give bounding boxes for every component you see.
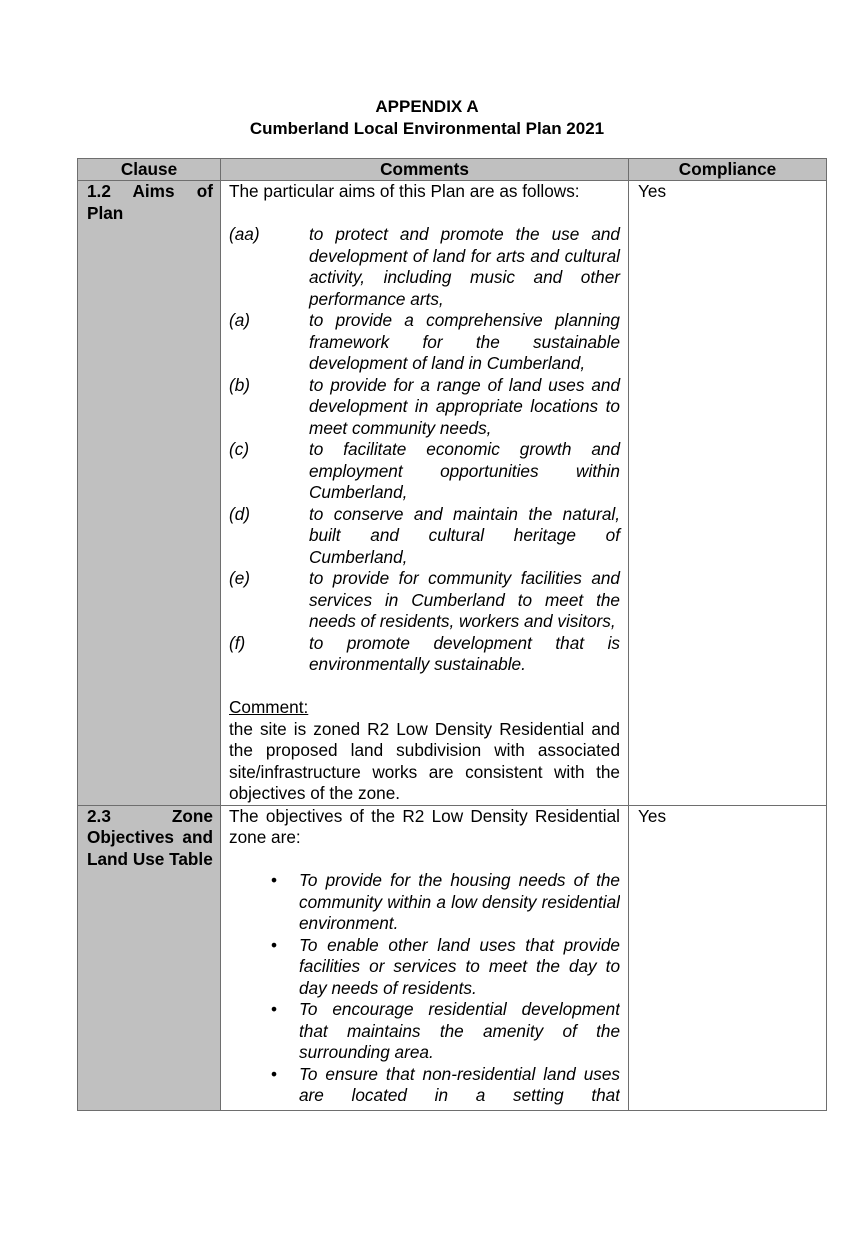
bullet-icon: • (270, 999, 278, 1019)
compliance-cell: Yes (629, 805, 827, 1110)
table-row (78, 181, 827, 806)
list-text: To ensure that non-residential land uses are located in a setting that (299, 1063, 620, 1105)
list-marker: (b) (229, 374, 251, 395)
list-text: to conserve and maintain the natural, built and cultural heritage of Cumberland, (309, 503, 620, 567)
list-text: To encourage residential development that maintains the amenity of the surrounding area. (299, 999, 620, 1062)
compliance-table (77, 158, 827, 1111)
clause-cell: 2.3 Zone Objectives and Land Use Table (78, 805, 221, 1110)
list-text: to provide for a range of land uses and development in appropriate locations to meet community needs, (309, 374, 620, 438)
list-item (229, 439, 620, 504)
table-header-row (78, 159, 827, 181)
header-compliance: Compliance (629, 159, 827, 181)
comments-cell (221, 805, 629, 1110)
list-text: to provide a comprehensive planning framework for the sustainable development of land in Cumberland, (309, 310, 620, 373)
appendix-heading (0, 96, 854, 139)
bullet-icon: • (270, 870, 278, 890)
list-item (229, 633, 620, 676)
list-text: to protect and promote the use and development of land for arts and cultural activity, including music and other performance arts, (309, 224, 620, 309)
header-clause: Clause (78, 159, 221, 181)
clause-cell: 1.2 Aims of Plan (78, 181, 221, 806)
header-comments: Comments (221, 159, 629, 181)
list-item (229, 310, 620, 375)
comment-label: Comment: (229, 697, 309, 717)
list-marker: (e) (229, 568, 251, 588)
list-item (229, 999, 620, 1064)
bullet-icon: • (270, 1063, 278, 1084)
comments-cell (221, 181, 629, 806)
comments-intro: The particular aims of this Plan are as follows: (229, 181, 580, 201)
list-marker: (a) (229, 310, 251, 330)
appendix-title: APPENDIX A (375, 97, 479, 116)
table-row (78, 805, 827, 1110)
aims-list (229, 224, 620, 676)
list-marker: (f) (229, 632, 246, 653)
list-item (229, 568, 620, 633)
list-text: to facilitate economic growth and employment opportunities within Cumberland, (309, 439, 620, 502)
compliance-cell: Yes (629, 181, 827, 806)
list-marker: (d) (229, 503, 251, 524)
list-item (229, 375, 620, 440)
list-text: To enable other land uses that provide facilities or services to meet the day to day needs of residents. (299, 934, 620, 998)
comment-text: the site is zoned R2 Low Density Residential and the proposed land subdivision with associated site/infrastructure works are consistent with the objectives of the zone. (229, 718, 620, 803)
list-text: to promote development that is environmentally sustainable. (309, 632, 620, 674)
plan-title: Cumberland Local Environmental Plan 2021 (249, 118, 605, 138)
list-text: To provide for the housing needs of the community within a low density residential environment. (299, 870, 620, 933)
list-marker: (aa) (229, 224, 260, 244)
list-marker: (c) (229, 439, 250, 459)
list-item (229, 1064, 620, 1107)
list-text: to provide for community facilities and services in Cumberland to meet the needs of residents, workers and visitors, (309, 568, 620, 631)
bullet-icon: • (270, 934, 278, 955)
list-item (229, 870, 620, 935)
list-item (229, 224, 620, 310)
list-item (229, 504, 620, 569)
objectives-list (229, 870, 620, 1107)
comments-intro: The objectives of the R2 Low Density Residential zone are: (229, 805, 620, 847)
list-item (229, 935, 620, 1000)
